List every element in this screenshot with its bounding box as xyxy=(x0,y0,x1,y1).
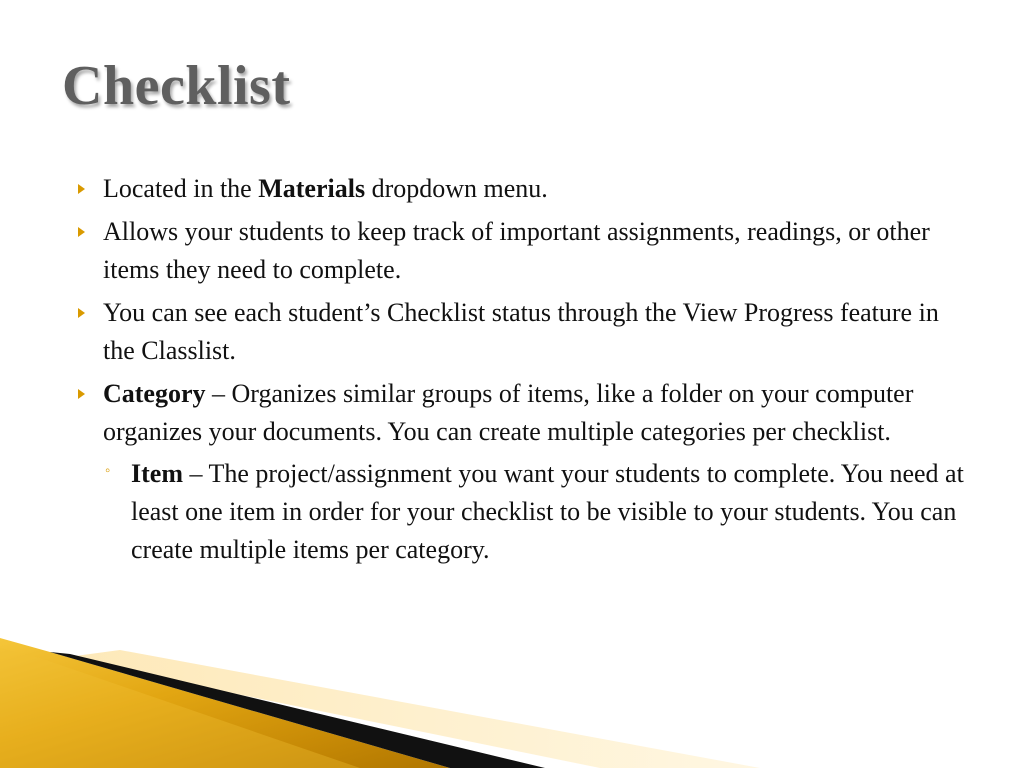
sub-bullet-list xyxy=(103,455,975,569)
slide-content xyxy=(75,170,975,574)
triangle-bullet-icon xyxy=(78,389,85,399)
sub-bullet-text: Item – The project/assignment you want your students to complete. You need at least one item in order for your checklist to be visible to your students. You can create multiple items per category. xyxy=(131,459,964,564)
gold-swoosh-decoration xyxy=(0,638,1024,768)
circle-bullet-icon: ◦ xyxy=(105,463,111,479)
sub-bullet-item xyxy=(103,455,975,569)
bullet-item xyxy=(75,170,975,208)
bullet-item xyxy=(75,213,975,289)
bullet-text: You can see each student’s Checklist status through the View Progress feature in the Classlist. xyxy=(103,298,939,365)
bullet-text: Category – Organizes similar groups of items, like a folder on your computer organizes your documents. You can create multiple categories per checklist. xyxy=(103,379,914,446)
bullet-text: Located in the Materials dropdown menu. xyxy=(103,174,548,203)
bold-term: Category xyxy=(103,379,206,408)
slide-title: Checklist xyxy=(62,55,291,117)
triangle-bullet-icon xyxy=(78,227,85,237)
triangle-bullet-icon xyxy=(78,184,85,194)
triangle-bullet-icon xyxy=(78,308,85,318)
bullet-item xyxy=(75,375,975,569)
bold-term: Materials xyxy=(258,174,366,203)
bullet-item xyxy=(75,294,975,370)
bullet-text: Allows your students to keep track of important assignments, readings, or other items they need to complete. xyxy=(103,217,930,284)
bold-term: Item xyxy=(131,459,183,488)
bullet-list xyxy=(75,170,975,569)
